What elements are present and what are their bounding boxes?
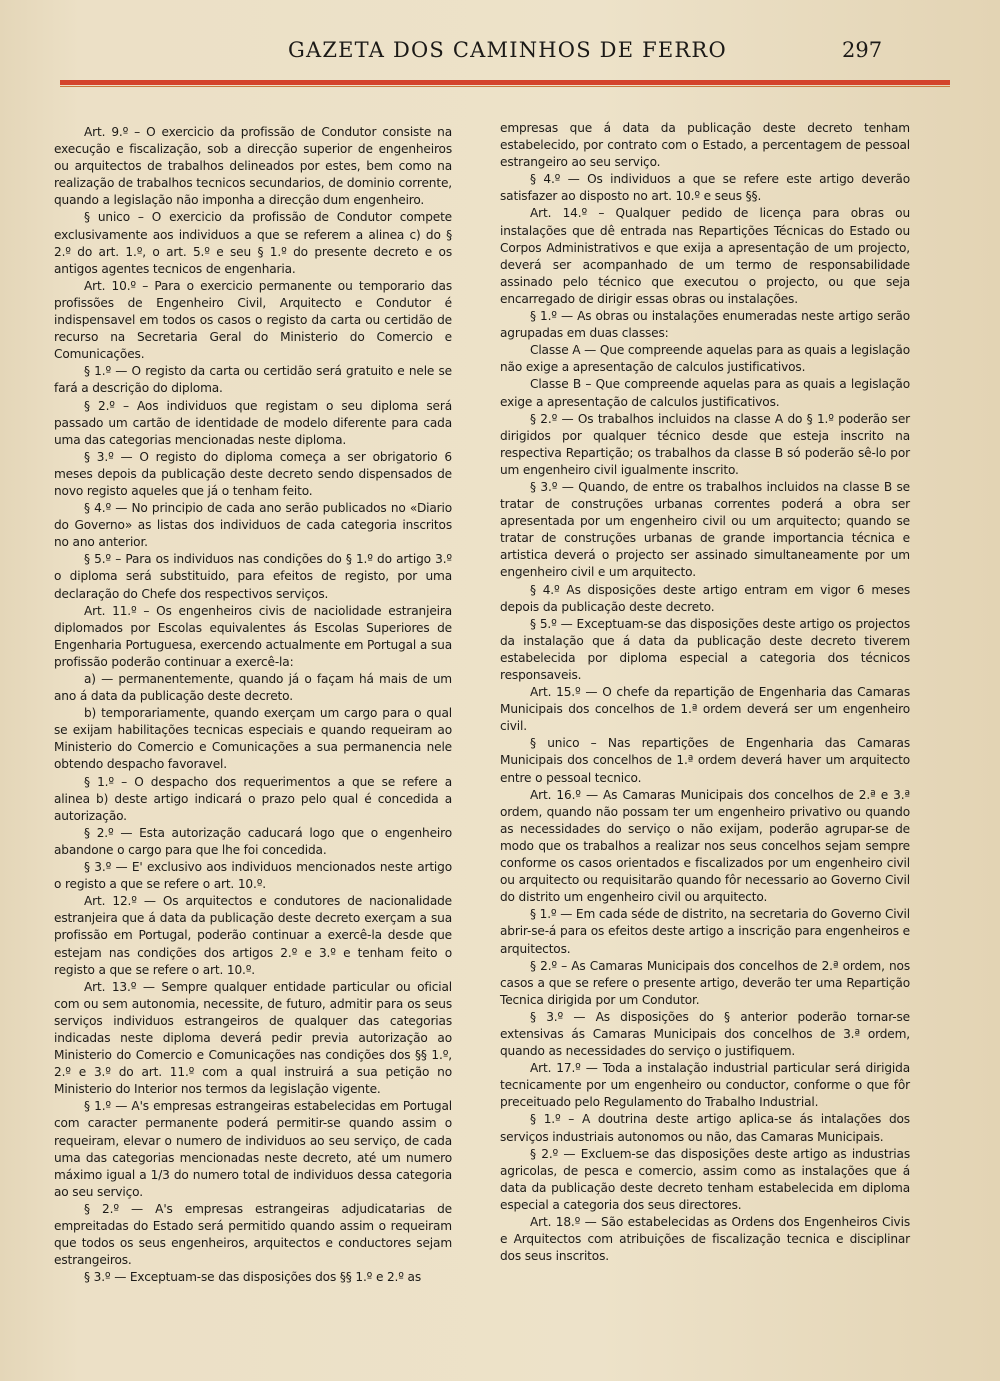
paragraph: § 1.º — Em cada séde de distrito, na secretaria do Governo Civil abrir-se-á para os efeitos deste artigo a inscrição para engenheiros e arquitectos. bbox=[500, 907, 910, 956]
right-column bbox=[500, 120, 910, 1265]
paragraph: § 4.º — Os individuos a que se refere este artigo deverão satisfazer ao disposto no art. 10.º e seus §§. bbox=[500, 172, 910, 204]
page-header bbox=[60, 38, 950, 74]
paragraph: § 2.º — Os trabalhos incluidos na classe A do § 1.º poderão ser dirigidos por qualquer técnico desde que esteja inscrito na respectiva Repartição; os trabalhos da classe B só poderão sê-lo por um engenheiro civil igualmente inscrito. bbox=[500, 411, 910, 477]
paragraph: § 3.º — Quando, de entre os trabalhos incluidos na classe B se tratar de construções urbanas correntes poderá a obra ser apresentada por um engenheiro civil ou um arquitecto; quando se tratar de construções urbanas de grande importancia técnica e artistica deverá o projecto ser assinado simultaneamente por um engenheiro civil e um arquitecto. bbox=[500, 479, 910, 580]
paragraph: Art. 10.º – Para o exercicio permanente ou temporario das profissões de Engenheiro Civil, Arquitecto e Condutor é indispensavel em todos os casos o registo da carta ou certidão de recurso na Secretaria Geral do Ministerio do Comercio e Comunicações. bbox=[54, 278, 452, 362]
paragraph: Art. 18.º — São estabelecidas as Ordens dos Engenheiros Civis e Arquitectos com atribuições de fiscalização tecnica e disciplinar dos seus inscritos. bbox=[500, 1215, 910, 1264]
paragraph: a) — permanentemente, quando já o façam há mais de um ano á data da publicação deste decreto. bbox=[54, 672, 452, 704]
paragraph: Classe B – Que compreende aquelas para as quais a legislação exige a apresentação de calculos justificativos. bbox=[500, 377, 910, 409]
paragraph: § 1.º — As obras ou instalações enumeradas neste artigo serão agrupadas em duas classes: bbox=[500, 309, 910, 341]
paragraph: § unico – O exercicio da profissão de Condutor compete exclusivamente aos individuos a que se referem a alinea c) do § 2.º do art. 1.º, o art. 5.º e seu § 1.º do presente decreto e os antigos agentes tecnicos de engenharia. bbox=[54, 210, 452, 276]
paragraph: Art. 16.º — As Camaras Municipais dos concelhos de 2.ª e 3.ª ordem, quando não possam ter um engenheiro privativo ou quando as necessidades do serviço o não exijam, poderão agrupar-se de modo que os trabalhos a realizar nos seus concelhos sejam sempre conforme os casos orientados e fiscalizados por um engenheiro civil ou arquitecto ou requisitarão quando fôr necessario ao Governo Civil do distrito um engenheiro civil ou arquitecto. bbox=[500, 787, 910, 905]
paragraph: § 2.º — Esta autorização caducará logo que o engenheiro abandone o cargo para que lhe foi concedida. bbox=[54, 825, 452, 857]
paragraph: Art. 11.º – Os engenheiros civis de naciolidade estranjeira diplomados por Escolas equivalentes ás Escolas Superiores de Engenharia Portuguesa, exercendo actualmente em Portugal a sua profissão poderão continuar a exercê-la: bbox=[54, 603, 452, 669]
paragraph: § 5.º – Para os individuos nas condições do § 1.º do artigo 3.º o diploma será substituido, para efeitos de registo, por uma declaração do Chefe dos respectivos serviços. bbox=[54, 552, 452, 601]
paragraph: § 3.º — O registo do diploma começa a ser obrigatorio 6 meses depois da publicação deste decreto sendo dispensados de novo registo aqueles que já o tenham feito. bbox=[54, 449, 452, 498]
paragraph: § 1.º — O registo da carta ou certidão será gratuito e nele se fará a descrição do diploma. bbox=[54, 364, 452, 396]
paragraph: § 2.º – Aos individuos que registam o seu diploma será passado um cartão de identidade de modelo diferente para cada uma das categorias mencionadas neste diploma. bbox=[54, 398, 452, 447]
header-rule-thin bbox=[60, 86, 950, 87]
paragraph: Art. 17.º — Toda a instalação industrial particular será dirigida tecnicamente por um engenheiro ou conductor, conforme o que fôr preceituado pelo Regulamento do Trabalho Industrial. bbox=[500, 1061, 910, 1110]
paragraph: b) temporariamente, quando exerçam um cargo para o qual se exijam habilitações tecnicas especiais e quando requeiram ao Ministerio do Comercio e Comunicações a sua permanencia nele obtendo despacho favoravel. bbox=[54, 706, 452, 772]
paragraph: Art. 14.º – Qualquer pedido de licença para obras ou instalações que dê entrada nas Repartições Técnicas do Estado ou Corpos Administrativos e que exija a apresentação de um projecto, deverá ser acompanhado de um termo de responsabilidade assinado pelo técnico que executou o projecto, ou que seja encarregado de dirigir essas obras ou instalações. bbox=[500, 206, 910, 306]
paragraph: § 1.º – O despacho dos requerimentos a que se refere a alinea b) deste artigo indicará o prazo pelo qual é concedida a autorização. bbox=[54, 774, 452, 823]
journal-title: GAZETA DOS CAMINHOS DE FERRO bbox=[288, 38, 727, 62]
paragraph: empresas que á data da publicação deste decreto tenham estabelecido, por contrato com o Estado, a percentagem de pessoal estrangeiro ao seu serviço. bbox=[500, 121, 910, 170]
page-number: 297 bbox=[842, 38, 883, 62]
paragraph: Art. 12.º — Os arquitectos e condutores de nacionalidade estranjeira que á data da publicação deste decreto exerçam a sua profissão em Portugal, poderão continuar a exercê-la desde que estejam nas condições dos artigos 2.º e 3.º e tenham feito o registo a que se refere o art. 10.º. bbox=[54, 894, 452, 977]
left-column bbox=[54, 124, 452, 1286]
paragraph: § 2.º — A's empresas estrangeiras adjudicatarias de empreitadas do Estado será permitido quando assim o requeiram que todos os seus engenheiros, arquitectos e conductores sejam estrangeiros. bbox=[54, 1201, 452, 1268]
header-rule bbox=[60, 80, 950, 85]
paragraph: § 3.º — Exceptuam-se das disposições dos §§ 1.º e 2.º as bbox=[84, 1270, 422, 1285]
paragraph: Classe A — Que compreende aquelas para as quais a legislação não exige a apresentação de calculos justificativos. bbox=[500, 343, 910, 375]
paragraph: Art. 15.º — O chefe da repartição de Engenharia das Camaras Municipais dos concelhos de 1.ª ordem deverá ser um engenheiro civil. bbox=[500, 685, 910, 734]
paragraph: Art. 13.º — Sempre qualquer entidade particular ou oficial com ou sem autonomia, necessite, de futuro, admitir para os seus serviços individuos estrangeiros de qualquer das categorias indicadas neste diploma deverá pedir previa autorização ao Ministerio do Comercio e Comunicações nas condições dos §§ 1.º, 2.º e 3.º do art. 11.º com a qual instruirá a sua petição no Ministerio do Interior nos termos da legislação vigente. bbox=[54, 979, 452, 1097]
paragraph: § 1.º — A's empresas estrangeiras estabelecidas em Portugal com caracter permanente poderá permitir-se quando assim o requeiram, elevar o numero de individuos ao seu serviço, de cada uma das categorias mencionadas neste decreto, até um numero máximo igual a 1/3 do numero total de individuos dessa categoria ao seu serviço. bbox=[54, 1099, 452, 1199]
paragraph: § 4.º — No principio de cada ano serão publicados no «Diario do Governo» as listas dos individuos de cada categoria inscritos no ano anterior. bbox=[54, 501, 452, 550]
paragraph: § 2.º — Excluem-se das disposições deste artigo as industrias agricolas, de pesca e comercio, assim como as instalações que á data da publicação deste decreto tenham estabelecida em diploma especial a categoria dos seus directores. bbox=[500, 1146, 910, 1212]
paragraph: § 4.º As disposições deste artigo entram em vigor 6 meses depois da publicação deste decreto. bbox=[500, 582, 910, 614]
paragraph: § 5.º — Exceptuam-se das disposições deste artigo os projectos da instalação que á data da publicação deste decreto tiverem estabelecida por diploma especial a categoria dos técnicos responsaveis. bbox=[500, 616, 910, 682]
paragraph: § unico – Nas repartições de Engenharia das Camaras Municipais dos concelhos de 1.ª ordem deverá haver um arquitecto entre o pessoal tecnico. bbox=[500, 736, 910, 785]
paragraph: § 1.º – A doutrina deste artigo aplica-se ás intalações dos serviços industriais autonomos ou não, das Camaras Municipais. bbox=[500, 1112, 910, 1144]
paragraph: § 2.º – As Camaras Municipais dos concelhos de 2.ª ordem, nos casos a que se refere o presente artigo, deverão ter uma Repartição Tecnica dirigida por um Condutor. bbox=[500, 958, 910, 1007]
paragraph: § 3.º — As disposições do § anterior poderão tornar-se extensivas ás Camaras Municipais dos concelhos de 3.ª ordem, quando as necessidades do serviço o justifiquem. bbox=[500, 1009, 910, 1059]
paragraph: Art. 9.º – O exercicio da profissão de Condutor consiste na execução e fiscalização, sob a direcção superior de engenheiros ou arquitectos de trabalhos delineados por estes, bem como na realização de trabalhos tecnicos secundarios, de dominio corrente, quando a legislação não imponha a direcção dum engenheiro. bbox=[54, 125, 452, 208]
paragraph: § 3.º — E' exclusivo aos individuos mencionados neste artigo o registo a que se refere o art. 10.º. bbox=[54, 860, 452, 892]
